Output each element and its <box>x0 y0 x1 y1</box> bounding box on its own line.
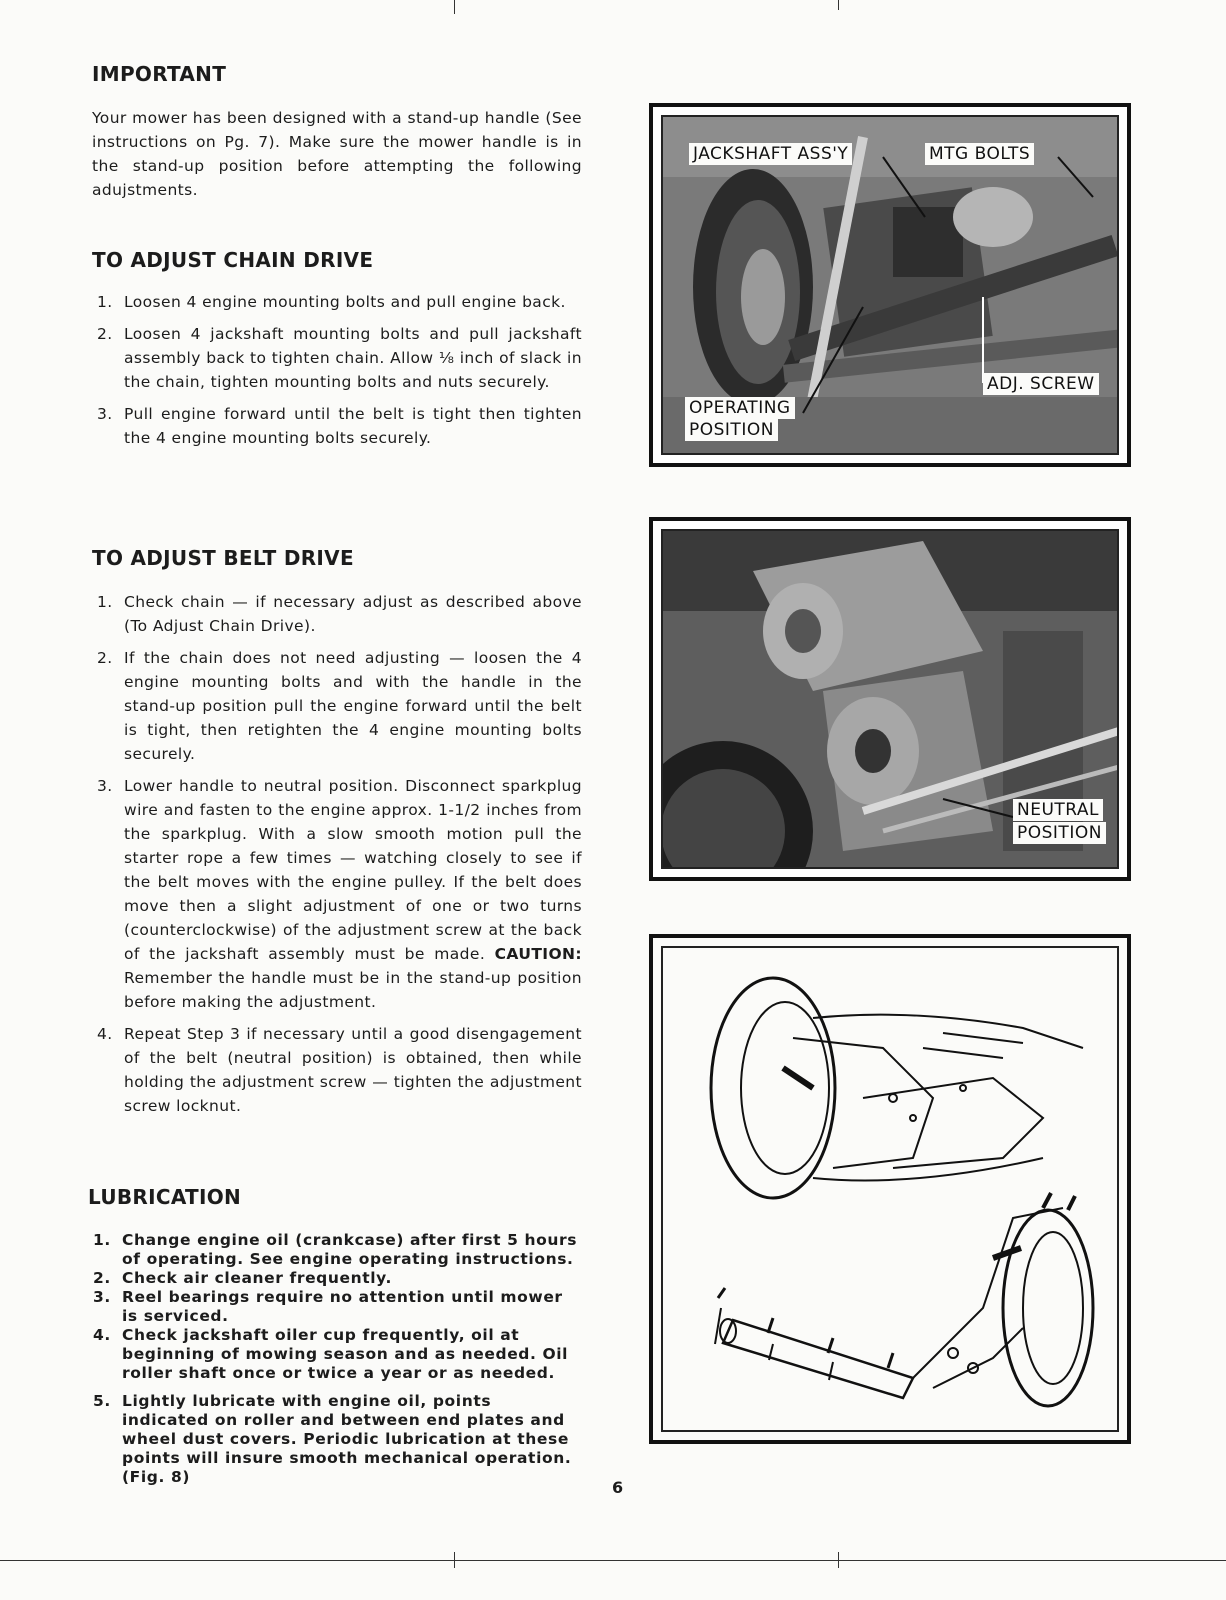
jackshaft-figure <box>649 103 1131 467</box>
list-item <box>92 290 582 314</box>
top-tick-right <box>838 0 839 10</box>
operating-label-1: OPERATING <box>685 397 795 419</box>
lubrication-figure <box>649 934 1131 1444</box>
caution-label: CAUTION: <box>494 945 583 963</box>
top-tick-left <box>454 0 455 14</box>
step-text: Repeat Step 3 if necessary until a good disengagement of the belt (neutral position) is obtained, then while holding the adjustment screw — tighten the adjustment screw locknut. <box>124 1025 582 1115</box>
step-text: Pull engine forward until the belt is tight then tighten the 4 engine mounting bolts securely. <box>124 405 582 447</box>
step-number: 2. <box>97 325 113 343</box>
page-bottom-rule <box>0 1560 1226 1561</box>
important-section <box>92 62 582 202</box>
step-number: 2. <box>93 1269 111 1287</box>
neutral-label-2: POSITION <box>1013 822 1106 844</box>
step-number: 1. <box>97 593 113 611</box>
chain-heading: TO ADJUST CHAIN DRIVE <box>92 248 374 272</box>
adj-screw-label: ADJ. SCREW <box>983 373 1099 395</box>
step-text: Remember the handle must be in the stand-up position before making the adjustment. <box>124 969 582 1011</box>
list-item <box>88 1392 578 1487</box>
bottom-tick-right <box>838 1552 839 1568</box>
step-text: Lower handle to neutral position. Disconnect sparkplug wire and fasten to the engine approx. 1-1/2 inches from the sparkplug. With a slow smooth motion pull the starter rope a few times — watching closely to see if the belt moves with the engine pulley. If the belt does move then a slight adjustment of one or two turns (counterclockwise) of the adjustment screw at the back of the jackshaft assembly must be made. <box>124 777 582 963</box>
step-text: Check jackshaft oiler cup frequently, oil at beginning of mowing season and as needed. Oil roller shaft once or twice a year or as needed. <box>122 1326 569 1382</box>
list-item <box>88 1269 578 1288</box>
lubrication-drawing <box>661 946 1119 1432</box>
operating-label-2: POSITION <box>685 419 778 441</box>
lubrication-steps <box>88 1231 578 1487</box>
list-item <box>88 1288 578 1326</box>
step-number: 3. <box>93 1288 111 1306</box>
step-number: 3. <box>97 777 113 795</box>
page-number: 6 <box>612 1478 624 1497</box>
step-text: Lightly lubricate with engine oil, points indicated on roller and between end plates and wheel dust covers. Periodic lubrication at these points will insure smooth mechanical operation.(Fig. 8) <box>122 1392 572 1486</box>
important-heading: IMPORTANT <box>92 62 227 86</box>
jackshaft-label: JACKSHAFT ASS'Y <box>689 143 852 165</box>
step-number: 4. <box>97 1025 113 1043</box>
step-text: Loosen 4 jackshaft mounting bolts and pull jackshaft assembly back to tighten chain. Allow ⅛ inch of slack in the chain, tighten mounting bolts and nuts securely. <box>124 325 582 391</box>
step-number: 1. <box>93 1231 111 1249</box>
list-item <box>92 774 582 1014</box>
step-number: 5. <box>93 1392 111 1410</box>
step-text: Check chain — if necessary adjust as described above (To Adjust Chain Drive). <box>124 593 582 635</box>
step-text: Loosen 4 engine mounting bolts and pull engine back. <box>124 293 566 311</box>
mtg-bolts-label: MTG BOLTS <box>925 143 1034 165</box>
list-item <box>92 590 582 638</box>
list-item <box>92 402 582 450</box>
chain-section <box>92 248 582 458</box>
chain-steps <box>92 290 582 450</box>
lubrication-section <box>88 1185 578 1487</box>
neutral-label-1: NEUTRAL <box>1013 799 1103 821</box>
step-number: 2. <box>97 649 113 667</box>
belt-heading: TO ADJUST BELT DRIVE <box>92 546 354 570</box>
lubrication-illustration <box>663 948 1119 1432</box>
list-item <box>92 646 582 766</box>
step-text: If the chain does not need adjusting — loosen the 4 engine mounting bolts and with the handle in the stand-up position pull the engine forward until the belt is tight, then retighten the 4 engine mounting bolts securely. <box>124 649 582 763</box>
belt-steps <box>92 590 582 1118</box>
step-number: 4. <box>93 1326 111 1344</box>
list-item <box>92 322 582 394</box>
list-item <box>88 1231 578 1269</box>
step-number: 3. <box>97 405 113 423</box>
bottom-tick-left <box>454 1552 455 1568</box>
step-text: Change engine oil (crankcase) after first 5 hours of operating. See engine operating instructions. <box>122 1231 578 1268</box>
belt-section <box>92 546 582 1126</box>
list-item <box>92 1022 582 1118</box>
step-text: Check air cleaner frequently. <box>122 1269 392 1287</box>
important-text: Your mower has been designed with a stand-up handle (See instructions on Pg. 7). Make sure the mower handle is in the stand-up position before attempting the following adujstments. <box>92 109 582 199</box>
neutral-figure <box>649 517 1131 881</box>
lubrication-heading: LUBRICATION <box>88 1185 242 1209</box>
list-item <box>88 1326 578 1383</box>
step-text: Reel bearings require no attention until mower is serviced. <box>122 1288 563 1325</box>
step-number: 1. <box>97 293 113 311</box>
